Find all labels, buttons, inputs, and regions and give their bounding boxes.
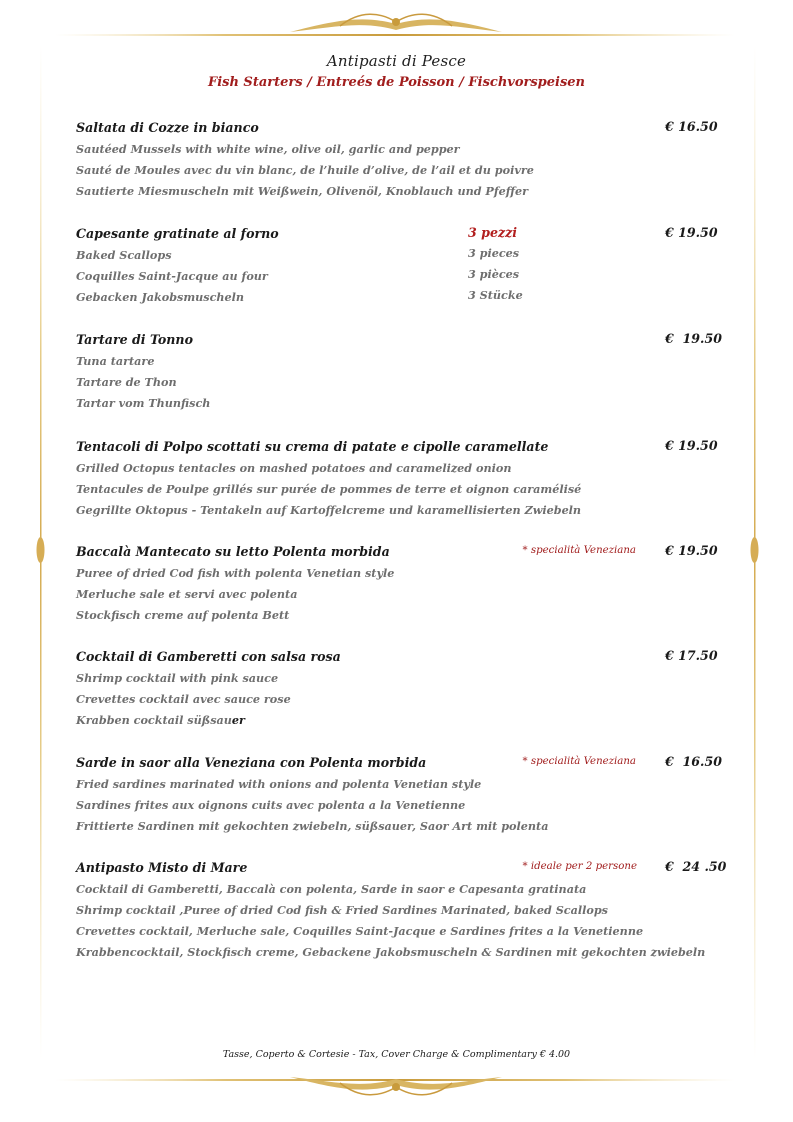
dish-description-en: Puree of dried Cod fish with polenta Venetian style bbox=[76, 566, 395, 580]
menu-item-sarde-in-saor bbox=[76, 751, 726, 835]
dish-description-fr: Crevettes cocktail, Merluche sale, Coquilles Saint-Jacque e Sardines frites a la Venetienne bbox=[76, 924, 644, 938]
dish-description-de-main: Krabben cocktail süßsau bbox=[76, 713, 232, 727]
dish-description-en: Grilled Octopus tentacles on mashed potatoes and caramelized onion bbox=[76, 461, 512, 475]
dish-description-fr: Sauté de Moules avec du vin blanc, de l’huile d’olive, de l’ail et du poivre bbox=[76, 163, 534, 177]
dish-description-fr: Tartare de Thon bbox=[76, 375, 177, 389]
dish-price: € 19.50 bbox=[665, 331, 722, 346]
cover-charge-note: Tasse, Coperto & Cortesie - Tax, Cover Charge & Complimentary € 4.00 bbox=[222, 1049, 571, 1060]
dish-price: € 19.50 bbox=[665, 225, 718, 240]
page-title: Antipasti di Pesce bbox=[326, 52, 467, 70]
menu-item-antipasto-misto bbox=[76, 856, 726, 961]
dish-price: € 19.50 bbox=[665, 438, 718, 453]
dish-description-en: Shrimp cocktail ,Puree of dried Cod fish & Fried Sardines Marinated, baked Scallops bbox=[76, 903, 608, 917]
dish-description-fr: Crevettes cocktail avec sauce rose bbox=[76, 692, 291, 706]
dish-description-de: Sautierte Miesmuscheln mit Weißwein, Olivenöl, Knoblauch und Pfeffer bbox=[76, 184, 529, 198]
dish-name: Tartare di Tonno bbox=[76, 332, 193, 347]
dish-price: € 17.50 bbox=[665, 648, 718, 663]
dish-name: Sarde in saor alla Veneziana con Polenta morbida bbox=[76, 755, 427, 770]
dish-description-de: Stockfisch creme auf polenta Bett bbox=[76, 608, 290, 622]
dish-description-en: Baked Scallops bbox=[76, 248, 172, 262]
bottom-ornament bbox=[55, 1077, 735, 1095]
menu-header bbox=[0, 52, 793, 90]
menu-item-baccala-mantecato bbox=[76, 540, 726, 624]
top-ornament bbox=[55, 14, 735, 36]
dish-name: Cocktail di Gamberetti con salsa rosa bbox=[76, 649, 341, 664]
dish-description-fr: Sardines frites aux oignons cuits avec polenta a la Venetienne bbox=[76, 798, 466, 812]
dish-description-de: Gebacken Jakobsmuscheln bbox=[76, 290, 245, 304]
dish-description-it: Cocktail di Gamberetti, Baccalà con polenta, Sarde in saor e Capesanta gratinata bbox=[76, 882, 587, 896]
dish-description-de bbox=[76, 713, 245, 727]
dish-description-en: Tuna tartare bbox=[76, 354, 155, 368]
dish-description-de: Frittierte Sardinen mit gekochten zwiebeln, süßsauer, Saor Art mit polenta bbox=[76, 819, 549, 833]
dish-description-de-tail: er bbox=[231, 713, 245, 727]
dish-price: € 19.50 bbox=[665, 543, 718, 558]
menu-item-cocktail-gamberetti bbox=[76, 645, 726, 729]
dish-quantity-fr: 3 pièces bbox=[468, 267, 520, 281]
dish-description-en: Sautéed Mussels with white wine, olive oil, garlic and pepper bbox=[76, 142, 460, 156]
right-border-ornament bbox=[751, 45, 759, 1060]
dish-description-de: Krabbencocktail, Stockfisch creme, Gebackene Jakobsmuscheln & Sardinen mit gekochten zwiebeln bbox=[76, 945, 706, 959]
menu-item-tartare-tonno bbox=[76, 328, 726, 412]
dish-price: € 16.50 bbox=[665, 119, 718, 134]
menu-item-saltata-cozze bbox=[76, 116, 726, 200]
dish-description-en: Shrimp cocktail with pink sauce bbox=[76, 671, 279, 685]
dish-quantity-en: 3 pieces bbox=[468, 246, 520, 260]
dish-name: Saltata di Cozze in bianco bbox=[76, 120, 259, 135]
dish-description-fr: Coquilles Saint-Jacque au four bbox=[76, 269, 268, 283]
dish-name: Baccalà Mantecato su letto Polenta morbida bbox=[76, 544, 390, 559]
specialty-note: * specialità Veneziana bbox=[522, 545, 636, 556]
dish-price: € 24 .50 bbox=[665, 859, 727, 874]
page-subtitle: Fish Starters / Entreés de Poisson / Fischvorspeisen bbox=[207, 75, 586, 90]
dish-name: Antipasto Misto di Mare bbox=[76, 860, 248, 875]
dish-price: € 16.50 bbox=[665, 754, 722, 769]
dish-name: Tentacoli di Polpo scottati su crema di patate e cipolle caramellate bbox=[76, 439, 549, 454]
dish-description-de: Tartar vom Thunfisch bbox=[76, 396, 211, 410]
dish-description-en: Fried sardines marinated with onions and polenta Venetian style bbox=[76, 777, 482, 791]
sharing-note: * ideale per 2 persone bbox=[522, 861, 637, 872]
dish-description-fr: Tentacules de Poulpe grillés sur purée de pommes de terre et oignon caramélisé bbox=[76, 482, 582, 496]
dish-description-fr: Merluche sale et servi avec polenta bbox=[76, 587, 298, 601]
dish-quantity-de: 3 Stücke bbox=[468, 288, 523, 302]
dish-name: Capesante gratinate al forno bbox=[76, 226, 279, 241]
menu-item-capesante bbox=[76, 222, 726, 306]
dish-quantity: 3 pezzi bbox=[468, 225, 518, 240]
menu-item-tentacoli-polpo bbox=[76, 435, 726, 519]
specialty-note: * specialità Veneziana bbox=[522, 756, 636, 767]
dish-description-de: Gegrillte Oktopus - Tentakeln auf Kartoffelcreme und karamellisierten Zwiebeln bbox=[76, 503, 582, 517]
left-border-ornament bbox=[37, 45, 45, 1060]
